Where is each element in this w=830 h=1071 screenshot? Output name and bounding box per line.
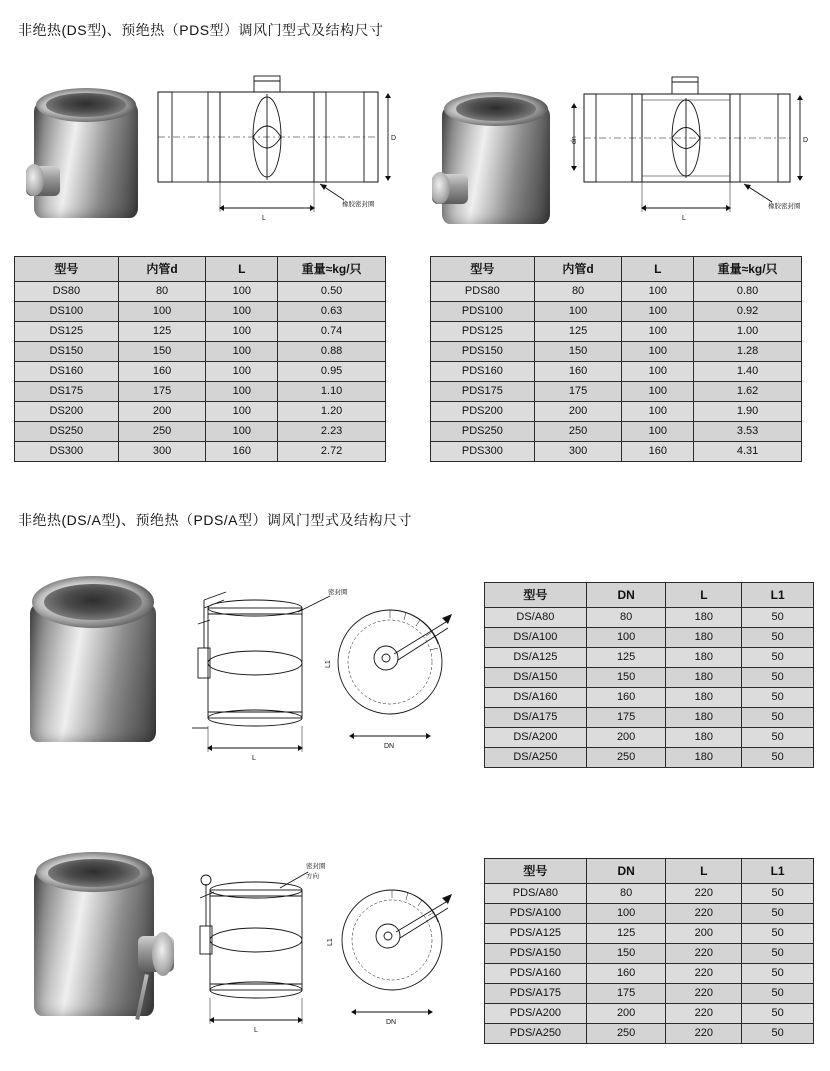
cell-d: 150 — [534, 342, 622, 362]
cell-model: PDS175 — [431, 382, 535, 402]
cell-dn: 100 — [586, 628, 666, 648]
cell-l1: 50 — [742, 984, 814, 1004]
cell-d: 175 — [118, 382, 206, 402]
cell-l: 100 — [622, 402, 694, 422]
cell-model: DS125 — [15, 322, 119, 342]
label-dn-pdsa: DN — [386, 1019, 397, 1026]
cell-l1: 50 — [742, 884, 814, 904]
cell-dn: 250 — [586, 748, 666, 768]
label-L-pdsa: L — [254, 1027, 258, 1034]
table-row — [485, 964, 814, 984]
cell-d: 250 — [534, 422, 622, 442]
table-row — [485, 748, 814, 768]
col-header: L1 — [742, 859, 814, 884]
table-header-row — [485, 859, 814, 884]
cell-model: PDS250 — [431, 422, 535, 442]
cell-d: 100 — [534, 302, 622, 322]
table-row — [15, 302, 386, 322]
cell-l: 160 — [206, 442, 278, 462]
cell-l1: 50 — [742, 688, 814, 708]
cell-dn: 125 — [586, 924, 666, 944]
cell-l: 180 — [666, 688, 742, 708]
cell-model: DS160 — [15, 362, 119, 382]
cell-weight: 4.31 — [694, 442, 802, 462]
cell-dn: 125 — [586, 648, 666, 668]
cell-l1: 50 — [742, 1024, 814, 1044]
table-row — [485, 884, 814, 904]
cell-model: DS/A125 — [485, 648, 587, 668]
cell-weight: 0.80 — [694, 282, 802, 302]
cell-l: 220 — [666, 964, 742, 984]
label-L-dsa: L — [252, 755, 256, 762]
table-row — [485, 728, 814, 748]
photo-ds-damper — [26, 80, 154, 230]
photo-pdsa-damper — [20, 846, 180, 1036]
cell-l: 160 — [622, 442, 694, 462]
label-L1-pdsa: L1 — [327, 938, 334, 946]
cell-l: 100 — [206, 422, 278, 442]
cell-l1: 50 — [742, 904, 814, 924]
table-row — [431, 302, 802, 322]
cell-dn: 175 — [586, 984, 666, 1004]
cell-model: DS/A175 — [485, 708, 587, 728]
cell-weight: 1.00 — [694, 322, 802, 342]
table-row — [431, 422, 802, 442]
cell-l: 180 — [666, 748, 742, 768]
label-dn-pds: dn — [571, 136, 578, 144]
cell-weight: 0.50 — [278, 282, 386, 302]
cell-l: 100 — [622, 422, 694, 442]
table-ds — [14, 256, 386, 462]
cell-d: 125 — [118, 322, 206, 342]
cell-l: 100 — [206, 322, 278, 342]
cell-dn: 160 — [586, 688, 666, 708]
table-row — [431, 402, 802, 422]
cell-l: 100 — [206, 362, 278, 382]
cell-l: 100 — [206, 382, 278, 402]
cell-weight: 1.28 — [694, 342, 802, 362]
table-row — [15, 422, 386, 442]
cell-l: 180 — [666, 628, 742, 648]
cell-model: DS/A100 — [485, 628, 587, 648]
cell-d: 250 — [118, 422, 206, 442]
cell-model: DS175 — [15, 382, 119, 402]
table-row — [431, 362, 802, 382]
photo-pds-damper — [432, 86, 562, 234]
cell-weight: 0.63 — [278, 302, 386, 322]
cell-model: PDS150 — [431, 342, 535, 362]
cell-dn: 160 — [586, 964, 666, 984]
cell-l1: 50 — [742, 924, 814, 944]
cell-weight: 0.88 — [278, 342, 386, 362]
table-row — [431, 342, 802, 362]
cell-l: 100 — [622, 282, 694, 302]
col-header: L — [622, 257, 694, 282]
cell-model: PDS/A125 — [485, 924, 587, 944]
cell-l: 100 — [622, 322, 694, 342]
cell-d: 300 — [118, 442, 206, 462]
cell-model: PDS100 — [431, 302, 535, 322]
label-seal-pds: 橡胶密封圈 — [768, 203, 801, 210]
cell-l: 100 — [206, 342, 278, 362]
table-row — [485, 688, 814, 708]
cell-model: PDS/A200 — [485, 1004, 587, 1024]
col-header: DN — [586, 583, 666, 608]
drawing-pds-section — [568, 72, 818, 232]
cell-model: PDS/A100 — [485, 904, 587, 924]
cell-dn: 150 — [586, 944, 666, 964]
cell-d: 200 — [534, 402, 622, 422]
cell-d: 200 — [118, 402, 206, 422]
cell-dn: 250 — [586, 1024, 666, 1044]
cell-l: 220 — [666, 984, 742, 1004]
cell-l: 100 — [206, 402, 278, 422]
cell-dn: 80 — [586, 884, 666, 904]
table-pdsa — [484, 858, 814, 1044]
cell-weight: 0.74 — [278, 322, 386, 342]
cell-weight: 0.92 — [694, 302, 802, 322]
label-seal-dsa: 密封圈 — [328, 589, 348, 596]
cell-l: 100 — [622, 382, 694, 402]
table-row — [485, 628, 814, 648]
drawing-ds-section — [150, 72, 400, 232]
col-header: 型号 — [15, 257, 119, 282]
cell-l: 220 — [666, 944, 742, 964]
cell-l1: 50 — [742, 628, 814, 648]
col-header: L — [666, 859, 742, 884]
label-seal-pdsa: 密封圈 — [306, 863, 326, 870]
cell-dn: 100 — [586, 904, 666, 924]
cell-d: 175 — [534, 382, 622, 402]
cell-weight: 1.40 — [694, 362, 802, 382]
cell-weight: 3.53 — [694, 422, 802, 442]
cell-model: PDS/A160 — [485, 964, 587, 984]
col-header: L1 — [742, 583, 814, 608]
table-row — [485, 648, 814, 668]
cell-l: 200 — [666, 924, 742, 944]
cell-model: DS/A150 — [485, 668, 587, 688]
cell-model: DS/A160 — [485, 688, 587, 708]
cell-model: PDS125 — [431, 322, 535, 342]
cell-l1: 50 — [742, 648, 814, 668]
table-row — [15, 402, 386, 422]
col-header: L — [206, 257, 278, 282]
table-row — [485, 984, 814, 1004]
cell-l1: 50 — [742, 748, 814, 768]
cell-weight: 2.72 — [278, 442, 386, 462]
table-header-row — [485, 583, 814, 608]
cell-dn: 200 — [586, 728, 666, 748]
cell-weight: 1.20 — [278, 402, 386, 422]
cell-d: 160 — [118, 362, 206, 382]
cell-d: 125 — [534, 322, 622, 342]
col-header: L — [666, 583, 742, 608]
cell-l1: 50 — [742, 728, 814, 748]
col-header: 内管d — [118, 257, 206, 282]
table-row — [15, 442, 386, 462]
table-row — [485, 668, 814, 688]
cell-model: PDS80 — [431, 282, 535, 302]
label-seal-ds: 橡胶密封圈 — [342, 201, 375, 208]
cell-l: 220 — [666, 1024, 742, 1044]
cell-l1: 50 — [742, 964, 814, 984]
cell-l: 100 — [622, 362, 694, 382]
col-header: 型号 — [485, 583, 587, 608]
cell-dn: 150 — [586, 668, 666, 688]
col-header: 重量≈kg/只 — [694, 257, 802, 282]
cell-weight: 2.23 — [278, 422, 386, 442]
cell-model: DS150 — [15, 342, 119, 362]
cell-l: 180 — [666, 728, 742, 748]
cell-l1: 50 — [742, 668, 814, 688]
table-row — [485, 944, 814, 964]
cell-model: DS80 — [15, 282, 119, 302]
cell-d: 80 — [534, 282, 622, 302]
cell-dn: 200 — [586, 1004, 666, 1024]
cell-model: DS100 — [15, 302, 119, 322]
table-row — [485, 708, 814, 728]
cell-model: PDS/A150 — [485, 944, 587, 964]
cell-l: 220 — [666, 904, 742, 924]
cell-l: 220 — [666, 884, 742, 904]
table-row — [485, 608, 814, 628]
label-L-ds: L — [262, 215, 266, 222]
cell-l: 180 — [666, 648, 742, 668]
table-row — [15, 322, 386, 342]
cell-l1: 50 — [742, 708, 814, 728]
cell-d: 160 — [534, 362, 622, 382]
section-title-ds: 非绝热(DS型)、预绝热（PDS型）调风门型式及结构尺寸 — [18, 22, 384, 38]
cell-d: 150 — [118, 342, 206, 362]
table-row — [15, 362, 386, 382]
table-pds — [430, 256, 802, 462]
cell-weight: 1.62 — [694, 382, 802, 402]
table-pds-wrapper — [430, 256, 802, 462]
table-dsa — [484, 582, 814, 768]
table-row — [15, 382, 386, 402]
cell-model: PDS/A175 — [485, 984, 587, 1004]
photo-dsa-damper — [20, 570, 170, 750]
col-header: 重量≈kg/只 — [278, 257, 386, 282]
cell-d: 80 — [118, 282, 206, 302]
cell-model: DS/A80 — [485, 608, 587, 628]
col-header: DN — [586, 859, 666, 884]
section-title-dsa: 非绝热(DS/A型)、预绝热（PDS/A型）调风门型式及结构尺寸 — [18, 512, 413, 528]
table-pdsa-wrapper — [484, 858, 814, 1044]
cell-l: 180 — [666, 708, 742, 728]
cell-model: DS/A250 — [485, 748, 587, 768]
table-header-row — [431, 257, 802, 282]
table-row — [15, 282, 386, 302]
cell-l1: 50 — [742, 1004, 814, 1024]
cell-model: DS300 — [15, 442, 119, 462]
cell-model: PDS200 — [431, 402, 535, 422]
table-row — [485, 924, 814, 944]
table-row — [431, 322, 802, 342]
cell-model: PDS/A250 — [485, 1024, 587, 1044]
cell-model: DS250 — [15, 422, 119, 442]
cell-l1: 50 — [742, 944, 814, 964]
table-row — [431, 382, 802, 402]
col-header: 型号 — [431, 257, 535, 282]
table-row — [15, 342, 386, 362]
cell-l: 180 — [666, 608, 742, 628]
table-row — [431, 442, 802, 462]
cell-d: 100 — [118, 302, 206, 322]
cell-weight: 1.90 — [694, 402, 802, 422]
table-row — [485, 1024, 814, 1044]
col-header: 型号 — [485, 859, 587, 884]
cell-l: 100 — [206, 282, 278, 302]
label-D-pds: D — [803, 137, 809, 144]
cell-l: 100 — [622, 302, 694, 322]
table-row — [485, 1004, 814, 1024]
cell-l1: 50 — [742, 608, 814, 628]
cell-l: 220 — [666, 1004, 742, 1024]
cell-l: 180 — [666, 668, 742, 688]
cell-model: PDS300 — [431, 442, 535, 462]
cell-model: PDS160 — [431, 362, 535, 382]
label-dn-dsa: DN — [384, 743, 395, 750]
drawing-dsa-views — [180, 578, 470, 768]
table-ds-wrapper — [14, 256, 386, 462]
cell-weight: 0.95 — [278, 362, 386, 382]
table-dsa-wrapper — [484, 582, 814, 768]
cell-l: 100 — [206, 302, 278, 322]
cell-model: PDS/A80 — [485, 884, 587, 904]
table-row — [485, 904, 814, 924]
label-L1-dsa: L1 — [325, 660, 332, 668]
cell-dn: 80 — [586, 608, 666, 628]
table-header-row — [15, 257, 386, 282]
cell-model: DS/A200 — [485, 728, 587, 748]
drawing-pdsa-views — [180, 854, 470, 1044]
label-D-ds: D — [391, 135, 397, 142]
label-L-pds: L — [682, 215, 686, 222]
cell-model: DS200 — [15, 402, 119, 422]
col-header: 内管d — [534, 257, 622, 282]
label-direction-pdsa: 方向 — [306, 873, 319, 880]
cell-weight: 1.10 — [278, 382, 386, 402]
cell-l: 100 — [622, 342, 694, 362]
table-row — [431, 282, 802, 302]
cell-dn: 175 — [586, 708, 666, 728]
cell-d: 300 — [534, 442, 622, 462]
